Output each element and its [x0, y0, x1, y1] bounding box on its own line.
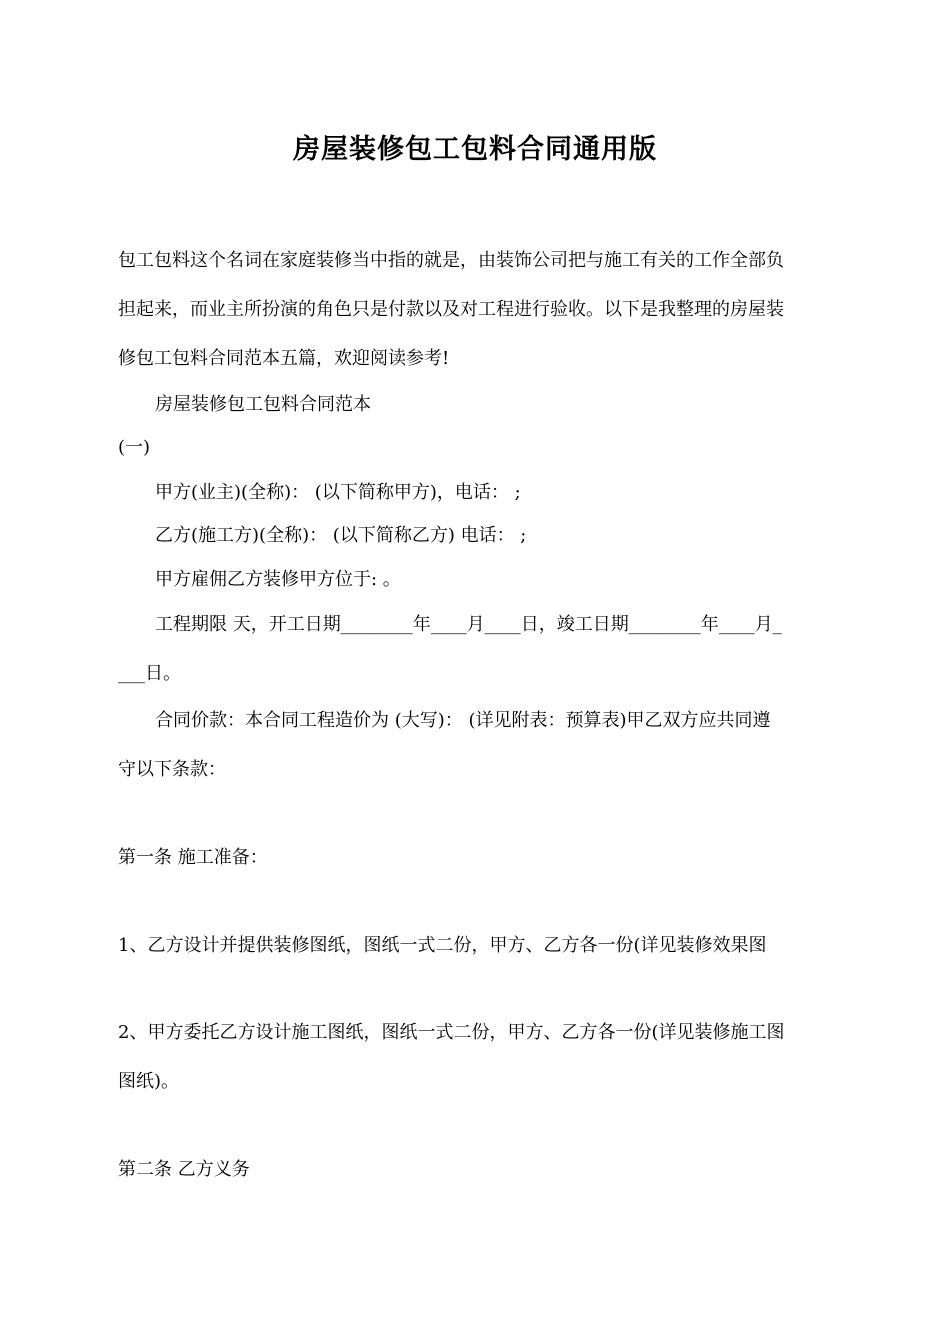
- intro-line-3: 修包工包料合同范本五篇，欢迎阅读参考!: [118, 348, 450, 369]
- sample-number: (一): [118, 437, 151, 458]
- article-1-item-2-line-2: 图纸)。: [118, 1071, 180, 1092]
- article-1-item-2-line-1: 2、甲方委托乙方设计施工图纸，图纸一式二份，甲方、乙方各一份(详见装修施工图: [118, 1022, 785, 1043]
- article-1-item-1: 1、乙方设计并提供装修图纸，图纸一式二份，甲方、乙方各一份(详见装修效果图: [118, 935, 767, 956]
- location-line: 甲方雇佣乙方装修甲方位于: 。: [155, 569, 401, 590]
- price-line-1: 合同价款：本合同工程造价为 (大写)： (详见附表：预算表)甲乙双方应共同遵: [155, 710, 771, 731]
- party-a-line: 甲方(业主)(全称)： (以下简称甲方)，电话： ;: [155, 482, 521, 503]
- price-line-2: 守以下条款：: [118, 759, 226, 780]
- intro-line-1: 包工包料这个名词在家庭装修当中指的就是，由装饰公司把与施工有关的工作全部负: [118, 250, 784, 271]
- article-1-heading: 第一条 施工准备：: [118, 847, 268, 868]
- sample-heading: 房屋装修包工包料合同范本: [155, 394, 371, 415]
- period-line-2: ___日。: [118, 663, 181, 684]
- party-b-line: 乙方(施工方)(全称)： (以下简称乙方) 电话： ;: [155, 525, 527, 546]
- intro-line-2: 担起来，而业主所扮演的角色只是付款以及对工程进行验收。以下是我整理的房屋装: [118, 299, 784, 320]
- document-title: 房屋装修包工包料合同通用版: [293, 134, 657, 165]
- article-2-heading: 第二条 乙方义务: [118, 1159, 250, 1180]
- period-line-1: 工程期限 天，开工日期________年____月____日，竣工日期________年____月_: [155, 614, 782, 635]
